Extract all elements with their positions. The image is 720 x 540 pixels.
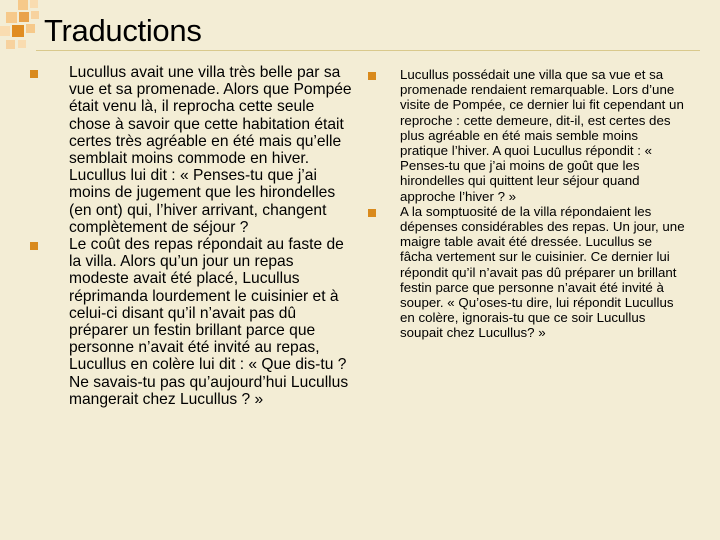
right-column-list xyxy=(368,67,688,341)
title-divider xyxy=(36,50,700,51)
list-item xyxy=(30,64,352,236)
square-bullet-icon xyxy=(368,209,376,217)
list-item xyxy=(30,236,352,408)
paragraph-text: A la somptuosité de la villa répondaient les dépenses considérables des repas. Un jour, une maigre table avait été dressée. Lucullus se fâcha vertement sur le cuisinier. Ce dernier lui répondit qu’il n’avait pas dû préparer un brillant festin parce que personne n’avait été invité à souper. « Qu’oses-tu dire, lui répondit Lucullus en colère, ignorais-tu que ce soir Lucullus soupait chez Lucullus? » xyxy=(400,203,685,341)
list-item xyxy=(368,67,688,204)
paragraph-text: Lucullus possédait une villa que sa vue et sa promenade rendaient remarquable. Lors d’une visite de Pompée, ce dernier lui fit cependant un reproche : cette demeure, dit-il, est certes des plus agréable en été mais semble moins pratique l’hiver. A quoi Lucullus répondit : « Penses-tu que j’ai moins de goût que les hirondelles qui quittent leur séjour quand approche l’hiver ? » xyxy=(400,67,684,204)
square-bullet-icon xyxy=(30,70,38,78)
page-title: Traductions xyxy=(44,13,202,48)
left-column-list xyxy=(30,64,352,408)
paragraph-text: Lucullus avait une villa très belle par sa vue et sa promenade. Alors que Pompée était venu là, il reprocha cette seule chose à savoir que cette habitation était certes très agréable en été mais qu’elle semblait moins commode en hiver. Lucullus lui dit : « Penses-tu que j’ai moins de jugement que les hirondelles (en ont) qui, l’hiver arrivant, changent complètement de séjour ? xyxy=(69,64,352,236)
square-bullet-icon xyxy=(30,242,38,250)
paragraph-text: Le coût des repas répondait au faste de la villa. Alors qu’un jour un repas modeste avait été placé, Lucullus réprimanda lourdement le cuisinier et à celui-ci disant qu’il n’avait pas dû préparer un festin brillant parce que personne n’avait été invité au repas, Lucullus en colère lui dit : « Que dis-tu ? Ne savais-tu pas qu’aujourd’hui Lucullus mangerait chez Lucullus ? » xyxy=(69,236,349,408)
list-item xyxy=(368,204,688,341)
square-bullet-icon xyxy=(368,72,376,80)
